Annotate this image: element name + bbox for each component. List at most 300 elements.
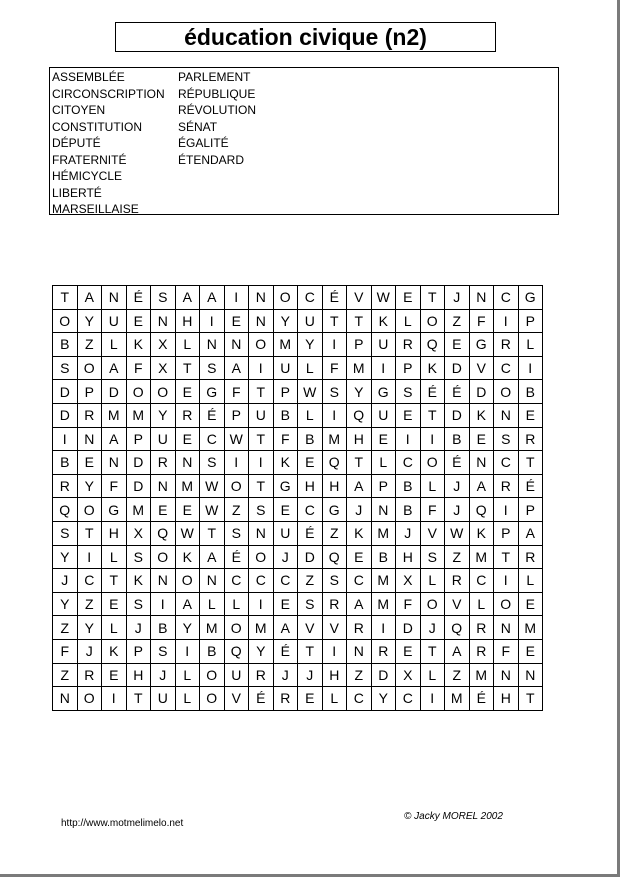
grid-cell: Y — [77, 309, 102, 333]
grid-cell: C — [224, 569, 249, 593]
grid-cell: B — [445, 427, 470, 451]
grid-cell: Q — [347, 403, 372, 427]
grid-cell: J — [273, 545, 298, 569]
grid-cell: N — [469, 286, 494, 310]
grid-cell: L — [175, 333, 200, 357]
grid-cell: M — [371, 569, 396, 593]
grid-cell: C — [396, 451, 421, 475]
grid-cell: A — [102, 356, 127, 380]
word-item: CITOYEN — [52, 103, 106, 117]
grid-cell: K — [102, 639, 127, 663]
grid-cell: G — [469, 333, 494, 357]
grid-cell: I — [249, 451, 274, 475]
grid-cell: I — [77, 545, 102, 569]
grid-cell: I — [420, 687, 445, 711]
grid-cell: B — [518, 380, 543, 404]
grid-cell: E — [126, 309, 151, 333]
grid-cell: A — [175, 286, 200, 310]
grid-cell: H — [396, 545, 421, 569]
grid-cell: J — [298, 663, 323, 687]
grid-cell: I — [53, 427, 78, 451]
grid-cell: E — [518, 403, 543, 427]
grid-cell: G — [102, 498, 127, 522]
grid-cell: J — [396, 521, 421, 545]
grid-cell: X — [151, 356, 176, 380]
grid-cell: L — [420, 663, 445, 687]
grid-cell: U — [371, 333, 396, 357]
grid-cell: K — [469, 403, 494, 427]
grid-cell: S — [126, 592, 151, 616]
grid-cell: É — [420, 380, 445, 404]
grid-cell: I — [494, 498, 519, 522]
grid-cell: L — [322, 687, 347, 711]
grid-cell: T — [420, 403, 445, 427]
grid-cell: E — [273, 498, 298, 522]
grid-cell: I — [322, 333, 347, 357]
grid-row — [53, 569, 543, 593]
grid-cell: L — [469, 592, 494, 616]
grid-cell: A — [469, 474, 494, 498]
grid-cell: N — [249, 521, 274, 545]
grid-cell: X — [126, 521, 151, 545]
grid-cell: A — [224, 356, 249, 380]
grid-cell: C — [347, 569, 372, 593]
grid-cell: S — [53, 521, 78, 545]
grid-cell: Y — [53, 592, 78, 616]
grid-cell: U — [371, 403, 396, 427]
grid-cell: Z — [224, 498, 249, 522]
grid-cell: H — [322, 663, 347, 687]
grid-cell: M — [273, 333, 298, 357]
grid-cell: F — [273, 427, 298, 451]
grid-cell: T — [126, 687, 151, 711]
grid-cell: G — [322, 498, 347, 522]
grid-cell: J — [445, 498, 470, 522]
grid-cell: D — [469, 380, 494, 404]
grid-cell: A — [200, 545, 225, 569]
grid-cell: M — [469, 545, 494, 569]
grid-cell: V — [322, 616, 347, 640]
grid-cell: Z — [445, 309, 470, 333]
grid-cell: I — [518, 356, 543, 380]
grid-cell: N — [151, 569, 176, 593]
grid-row — [53, 498, 543, 522]
grid-cell: N — [518, 663, 543, 687]
grid-cell: M — [322, 427, 347, 451]
grid-cell: N — [151, 309, 176, 333]
grid-cell: E — [518, 592, 543, 616]
grid-cell: D — [371, 663, 396, 687]
grid-cell: I — [224, 451, 249, 475]
grid-cell: W — [200, 498, 225, 522]
grid-cell: H — [102, 521, 127, 545]
grid-cell: Y — [273, 309, 298, 333]
grid-cell: Z — [53, 663, 78, 687]
grid-row — [53, 592, 543, 616]
grid-cell: L — [102, 616, 127, 640]
grid-cell: Z — [77, 592, 102, 616]
grid-cell: K — [469, 521, 494, 545]
grid-cell: S — [396, 380, 421, 404]
grid-cell: É — [322, 286, 347, 310]
grid-cell: I — [494, 569, 519, 593]
grid-cell: T — [322, 309, 347, 333]
grid-cell: P — [224, 403, 249, 427]
grid-cell: M — [469, 663, 494, 687]
grid-row — [53, 427, 543, 451]
grid-cell: B — [273, 403, 298, 427]
grid-cell: J — [77, 639, 102, 663]
grid-cell: P — [396, 356, 421, 380]
grid-cell: G — [371, 380, 396, 404]
grid-cell: N — [175, 451, 200, 475]
grid-cell: C — [347, 687, 372, 711]
grid-cell: W — [175, 521, 200, 545]
word-item: SÉNAT — [178, 119, 218, 134]
grid-cell: B — [298, 427, 323, 451]
grid-cell: J — [347, 498, 372, 522]
grid-cell: L — [371, 451, 396, 475]
grid-cell: R — [53, 474, 78, 498]
grid-cell: H — [175, 309, 200, 333]
grid-cell: P — [518, 498, 543, 522]
grid-cell: I — [322, 639, 347, 663]
grid-cell: Q — [53, 498, 78, 522]
grid-cell: I — [151, 592, 176, 616]
grid-cell: T — [249, 474, 274, 498]
grid-cell: T — [200, 521, 225, 545]
grid-row — [53, 687, 543, 711]
grid-cell: R — [518, 545, 543, 569]
grid-cell: B — [151, 616, 176, 640]
grid-row — [53, 309, 543, 333]
grid-cell: É — [445, 380, 470, 404]
grid-row — [53, 286, 543, 310]
grid-cell: M — [126, 498, 151, 522]
grid-cell: E — [175, 498, 200, 522]
grid-cell: R — [322, 592, 347, 616]
grid-cell: F — [102, 474, 127, 498]
word-item: FRATERNITÉ — [52, 152, 127, 167]
grid-cell: Z — [53, 616, 78, 640]
grid-cell: E — [175, 380, 200, 404]
grid-cell: Y — [151, 403, 176, 427]
grid-cell: J — [151, 663, 176, 687]
grid-cell: L — [298, 356, 323, 380]
grid-cell: L — [420, 474, 445, 498]
grid-cell: R — [151, 451, 176, 475]
grid-cell: C — [396, 687, 421, 711]
grid-cell: S — [151, 286, 176, 310]
grid-cell: C — [249, 569, 274, 593]
grid-cell: P — [371, 474, 396, 498]
grid-cell: L — [224, 592, 249, 616]
grid-cell: F — [396, 592, 421, 616]
grid-cell: U — [151, 427, 176, 451]
grid-cell: E — [175, 427, 200, 451]
grid-row — [53, 451, 543, 475]
grid-cell: É — [200, 403, 225, 427]
word-item: RÉVOLUTION — [178, 103, 257, 117]
grid-cell: O — [77, 498, 102, 522]
grid-cell: R — [518, 427, 543, 451]
grid-cell: V — [347, 286, 372, 310]
grid-row — [53, 356, 543, 380]
grid-row — [53, 380, 543, 404]
grid-cell: L — [396, 309, 421, 333]
grid-cell: E — [77, 451, 102, 475]
grid-cell: Z — [445, 545, 470, 569]
word-item: LIBERTÉ — [52, 185, 102, 200]
grid-cell: D — [445, 403, 470, 427]
grid-cell: S — [151, 639, 176, 663]
grid-cell: Q — [445, 616, 470, 640]
grid-cell: N — [200, 569, 225, 593]
grid-cell: É — [224, 545, 249, 569]
grid-cell: A — [175, 592, 200, 616]
grid-cell: A — [200, 286, 225, 310]
grid-cell: D — [53, 403, 78, 427]
grid-cell: T — [494, 545, 519, 569]
grid-cell: É — [249, 687, 274, 711]
grid-cell: K — [126, 333, 151, 357]
grid-cell: J — [420, 616, 445, 640]
grid-cell: S — [494, 427, 519, 451]
grid-cell: P — [126, 639, 151, 663]
grid-cell: O — [200, 687, 225, 711]
grid-cell: P — [347, 333, 372, 357]
grid-cell: É — [469, 687, 494, 711]
grid-cell: N — [249, 286, 274, 310]
grid-cell: C — [273, 569, 298, 593]
grid-cell: R — [273, 687, 298, 711]
grid-cell: N — [249, 309, 274, 333]
word-item: ASSEMBLÉE — [52, 70, 125, 84]
grid-cell: T — [347, 309, 372, 333]
grid-cell: E — [298, 451, 323, 475]
grid-cell: P — [77, 380, 102, 404]
grid-cell: Q — [322, 545, 347, 569]
grid-cell: H — [126, 663, 151, 687]
grid-cell: D — [126, 474, 151, 498]
grid-cell: F — [420, 498, 445, 522]
grid-cell: A — [518, 521, 543, 545]
grid-cell: I — [102, 687, 127, 711]
grid-cell: S — [420, 545, 445, 569]
grid-cell: Q — [469, 498, 494, 522]
grid-row — [53, 474, 543, 498]
grid-cell: J — [126, 616, 151, 640]
grid-cell: W — [445, 521, 470, 545]
grid-cell: E — [371, 427, 396, 451]
grid-cell: V — [445, 592, 470, 616]
grid-cell: S — [200, 356, 225, 380]
word-item: CIRCONSCRIPTION — [52, 86, 165, 101]
grid-cell: D — [298, 545, 323, 569]
grid-cell: S — [322, 380, 347, 404]
grid-cell: J — [445, 474, 470, 498]
grid-cell: T — [518, 451, 543, 475]
grid-cell: O — [53, 309, 78, 333]
grid-cell: Y — [371, 687, 396, 711]
grid-cell: L — [175, 687, 200, 711]
grid-cell: N — [494, 663, 519, 687]
grid-cell: N — [102, 451, 127, 475]
grid-cell: C — [298, 286, 323, 310]
grid-cell: I — [175, 639, 200, 663]
grid-cell: O — [494, 592, 519, 616]
grid-cell: E — [518, 639, 543, 663]
grid-cell: O — [249, 333, 274, 357]
grid-cell: H — [298, 474, 323, 498]
grid-cell: N — [77, 427, 102, 451]
footer-url: http://www.motmelimelo.net — [61, 818, 184, 829]
grid-cell: R — [371, 639, 396, 663]
grid-cell: Q — [322, 451, 347, 475]
grid-cell: B — [371, 545, 396, 569]
grid-cell: I — [371, 616, 396, 640]
grid-cell: T — [102, 569, 127, 593]
grid-cell: G — [273, 474, 298, 498]
grid-cell: O — [420, 451, 445, 475]
word-list-column-2 — [178, 69, 256, 168]
grid-cell: T — [175, 356, 200, 380]
grid-cell: O — [175, 569, 200, 593]
grid-cell: O — [494, 380, 519, 404]
grid-cell: A — [347, 474, 372, 498]
grid-cell: N — [53, 687, 78, 711]
grid-cell: C — [77, 569, 102, 593]
grid-cell: L — [518, 333, 543, 357]
grid-cell: P — [273, 380, 298, 404]
grid-cell: C — [494, 286, 519, 310]
grid-cell: C — [494, 356, 519, 380]
word-item: PARLEMENT — [178, 70, 251, 84]
grid-cell: N — [347, 639, 372, 663]
grid-cell: É — [273, 639, 298, 663]
grid-cell: F — [53, 639, 78, 663]
grid-cell: M — [371, 592, 396, 616]
grid-cell: R — [494, 333, 519, 357]
grid-cell: S — [249, 498, 274, 522]
grid-cell: M — [445, 687, 470, 711]
grid-cell: O — [126, 380, 151, 404]
grid-cell: W — [371, 286, 396, 310]
grid-cell: T — [420, 639, 445, 663]
grid-cell: M — [347, 356, 372, 380]
grid-cell: G — [200, 380, 225, 404]
grid-cell: R — [469, 616, 494, 640]
grid-cell: U — [273, 356, 298, 380]
grid-cell: T — [420, 286, 445, 310]
grid-cell: L — [102, 545, 127, 569]
grid-cell: F — [322, 356, 347, 380]
grid-cell: U — [273, 521, 298, 545]
grid-cell: R — [175, 403, 200, 427]
grid-cell: E — [102, 592, 127, 616]
grid-cell: R — [445, 569, 470, 593]
grid-cell: C — [200, 427, 225, 451]
word-list-column-1 — [52, 69, 165, 218]
word-item: CONSTITUTION — [52, 119, 142, 134]
grid-cell: E — [469, 427, 494, 451]
grid-cell: N — [469, 451, 494, 475]
grid-cell: S — [224, 521, 249, 545]
grid-cell: Z — [445, 663, 470, 687]
grid-cell: K — [347, 521, 372, 545]
word-list — [49, 67, 559, 215]
word-item: MARSEILLAISE — [52, 202, 139, 216]
grid-cell: F — [224, 380, 249, 404]
grid-cell: J — [53, 569, 78, 593]
word-item: ÉTENDARD — [178, 152, 245, 167]
grid-cell: I — [322, 403, 347, 427]
grid-cell: N — [494, 403, 519, 427]
grid-cell: K — [175, 545, 200, 569]
grid-row — [53, 639, 543, 663]
grid-cell: D — [445, 356, 470, 380]
grid-cell: U — [249, 403, 274, 427]
grid-cell: E — [396, 403, 421, 427]
grid-cell: S — [298, 592, 323, 616]
grid-cell: V — [469, 356, 494, 380]
grid-cell: V — [224, 687, 249, 711]
grid-cell: F — [126, 356, 151, 380]
grid-cell: X — [396, 569, 421, 593]
grid-cell: R — [494, 474, 519, 498]
grid-cell: O — [420, 309, 445, 333]
grid-cell: W — [298, 380, 323, 404]
grid-cell: E — [151, 498, 176, 522]
grid-cell: K — [273, 451, 298, 475]
grid-cell: R — [347, 616, 372, 640]
grid-cell: E — [396, 639, 421, 663]
grid-cell: I — [494, 309, 519, 333]
grid-cell: U — [298, 309, 323, 333]
grid-cell: F — [469, 309, 494, 333]
grid-cell: J — [445, 286, 470, 310]
grid-cell: K — [420, 356, 445, 380]
grid-cell: T — [77, 521, 102, 545]
grid-cell: B — [396, 474, 421, 498]
grid-cell: H — [347, 427, 372, 451]
grid-cell: M — [249, 616, 274, 640]
grid-cell: R — [249, 663, 274, 687]
grid-cell: Q — [420, 333, 445, 357]
grid-cell: I — [249, 592, 274, 616]
grid-cell: H — [322, 474, 347, 498]
grid-cell: X — [396, 663, 421, 687]
grid-cell: J — [273, 663, 298, 687]
grid-cell: O — [249, 545, 274, 569]
word-item: HÉMICYCLE — [52, 169, 123, 183]
word-item: DÉPUTÉ — [52, 136, 101, 150]
grid-cell: É — [518, 474, 543, 498]
grid-cell: L — [200, 592, 225, 616]
grid-cell: O — [420, 592, 445, 616]
grid-cell: P — [518, 309, 543, 333]
grid-cell: O — [151, 545, 176, 569]
grid-cell: B — [53, 333, 78, 357]
grid-cell: S — [53, 356, 78, 380]
grid-row — [53, 521, 543, 545]
grid-cell: O — [224, 616, 249, 640]
grid-cell: M — [371, 521, 396, 545]
grid-cell: É — [298, 521, 323, 545]
grid-cell: N — [151, 474, 176, 498]
grid-cell: P — [126, 427, 151, 451]
grid-cell: Y — [77, 616, 102, 640]
